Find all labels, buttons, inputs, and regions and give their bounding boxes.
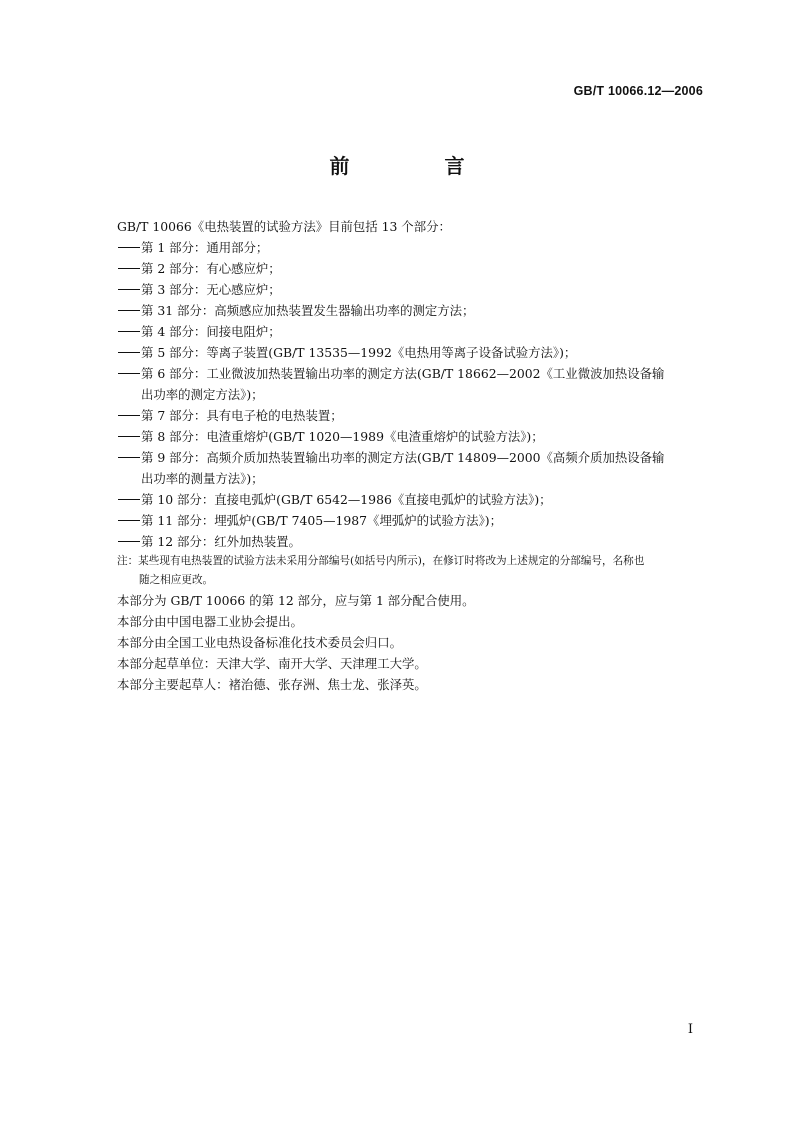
list-item-text: 第 2 部分：有心感应炉； — [141, 261, 281, 276]
paragraph: 本部分主要起草人：褚治德、张存洲、焦士龙、张泽英。 — [117, 677, 427, 692]
list-item-text: 第 12 部分：红外加热装置。 — [141, 534, 301, 549]
list-item-text: 第 3 部分：无心感应炉； — [141, 282, 281, 297]
list-item — [117, 363, 707, 405]
list-item-continuation: 出功率的测定方法》)； — [141, 387, 264, 402]
em-dash-bullet — [118, 331, 140, 332]
note — [117, 552, 707, 590]
em-dash-bullet — [118, 499, 140, 500]
list-item-text: 第 11 部分：埋弧炉(GB/T 7405—1987《埋弧炉的试验方法》)； — [141, 513, 502, 528]
standard-code-header: GB/T 10066.12—2006 — [573, 84, 703, 98]
em-dash-bullet — [118, 373, 140, 374]
paragraph: 本部分由中国电器工业协会提出。 — [117, 614, 303, 629]
em-dash-bullet — [118, 520, 140, 521]
list-item — [117, 342, 707, 363]
em-dash-bullet — [118, 247, 140, 248]
list-item-text: 第 1 部分：通用部分； — [141, 240, 269, 255]
parts-list — [117, 237, 707, 552]
note-line-1: 注：某些现有电热装置的试验方法未采用分部编号(如括号内所示)，在修订时将改为上述规定的分部编号，名称也 — [117, 555, 645, 567]
em-dash-bullet — [118, 541, 140, 542]
document-body — [117, 216, 707, 695]
list-item-text: 第 5 部分：等离子装置(GB/T 13535—1992《电热用等离子设备试验方法》)； — [141, 345, 577, 360]
list-item-text: 第 8 部分：电渣重熔炉(GB/T 1020—1989《电渣重熔炉的试验方法》)； — [141, 429, 544, 444]
page-title: 前 言 — [329, 154, 509, 178]
list-item — [117, 300, 707, 321]
list-item-text: 第 9 部分：高频介质加热装置输出功率的测定方法(GB/T 14809—2000《高频介质加热设备输 — [141, 450, 665, 465]
paragraph: 本部分为 GB/T 10066 的第 12 部分，应与第 1 部分配合使用。 — [117, 593, 475, 608]
paragraph: 本部分起草单位：天津大学、南开大学、天津理工大学。 — [117, 656, 427, 671]
list-item-text: 第 6 部分：工业微波加热装置输出功率的测定方法(GB/T 18662—2002《工业微波加热设备输 — [141, 366, 665, 381]
list-item — [117, 321, 707, 342]
list-item — [117, 279, 707, 300]
list-item — [117, 405, 707, 426]
list-item — [117, 531, 707, 552]
list-item-text: 第 4 部分：间接电阻炉； — [141, 324, 281, 339]
list-item — [117, 258, 707, 279]
em-dash-bullet — [118, 457, 140, 458]
list-item — [117, 510, 707, 531]
list-item-text: 第 10 部分：直接电弧炉(GB/T 6542—1986《直接电弧炉的试验方法》)； — [141, 492, 552, 507]
em-dash-bullet — [118, 310, 140, 311]
list-item-text: 第 7 部分：具有电子枪的电热装置； — [141, 408, 343, 423]
list-item — [117, 426, 707, 447]
em-dash-bullet — [118, 289, 140, 290]
intro-line: GB/T 10066《电热装置的试验方法》目前包括 13 个部分： — [117, 219, 451, 234]
list-item — [117, 237, 707, 258]
em-dash-bullet — [118, 352, 140, 353]
list-item-text: 第 31 部分：高频感应加热装置发生器输出功率的测定方法； — [141, 303, 475, 318]
em-dash-bullet — [118, 268, 140, 269]
list-item — [117, 447, 707, 489]
list-item-continuation: 出功率的测量方法》)； — [141, 471, 264, 486]
paragraph: 本部分由全国工业电热设备标准化技术委员会归口。 — [117, 635, 402, 650]
list-item — [117, 489, 707, 510]
em-dash-bullet — [118, 415, 140, 416]
note-line-2: 随之相应更改。 — [139, 574, 214, 586]
closing-paragraphs — [117, 590, 707, 695]
em-dash-bullet — [118, 436, 140, 437]
page-number: I — [687, 1022, 693, 1037]
